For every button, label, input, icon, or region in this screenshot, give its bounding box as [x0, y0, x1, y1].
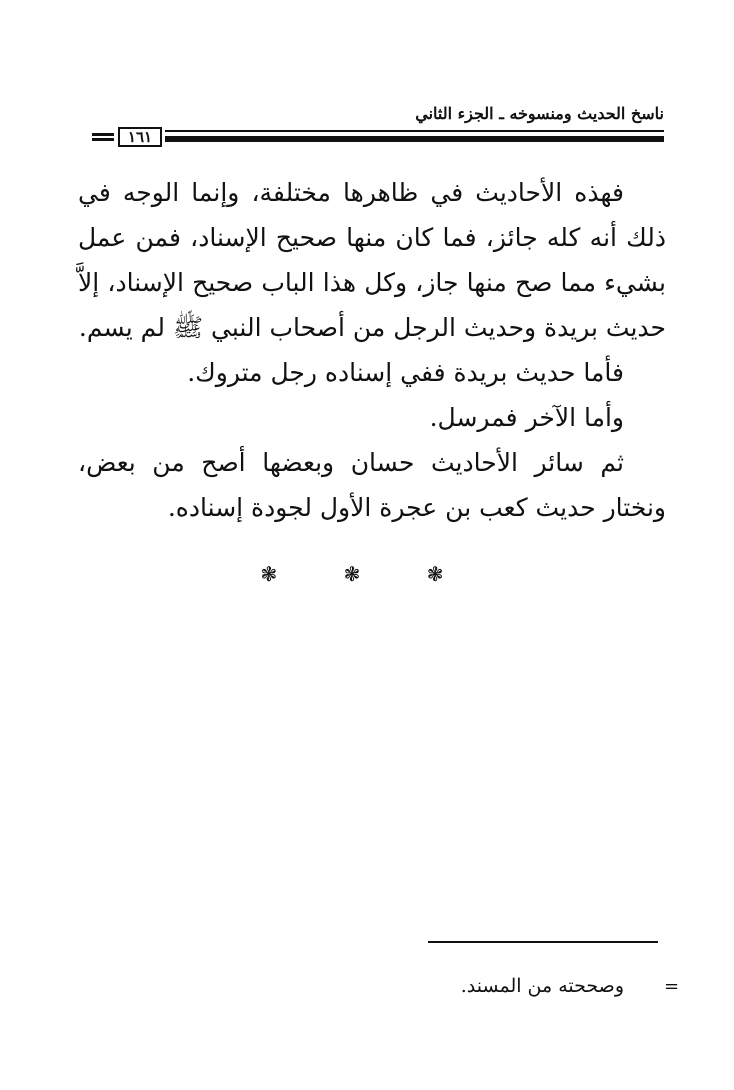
paragraph-3: وأما الآخر فمرسل.: [429, 403, 624, 432]
paragraph-1: فهذه الأحاديث في ظاهرها مختلفة، وإنما الوجه في ذلك أنه كله جائز، فما كان منها صحيح الإسناد، فمن عمل بشيء مما صح منها جاز، وكل هذا الباب صحيح الإسناد، إلاَّ حديث بريدة وحديث الرجل من أصحاب النبي ﷺ لم يسم.: [78, 178, 666, 342]
main-text: [78, 170, 666, 530]
header-rule-thin: [165, 130, 664, 132]
footnote-rule: [428, 941, 658, 943]
paragraph-2: فأما حديث بريدة ففي إسناده رجل متروك.: [187, 358, 624, 387]
running-title: ناسخ الحديث ومنسوخه ـ الجزء الثاني: [415, 104, 664, 123]
paragraph-4: ثم سائر الأحاديث حسان وبعضها أصح من بعض، ونختار حديث كعب بن عجرة الأول لجودة إسناده.: [78, 448, 666, 522]
footnote-text: وصححته من المسند.: [460, 975, 624, 997]
header-ornament-bars: [92, 133, 114, 143]
section-separator: ❃ ❃ ❃: [260, 562, 474, 586]
page-number: ١٦١: [118, 127, 162, 147]
header-rule-thick: [165, 136, 664, 142]
footnote-continuation-mark: =: [664, 976, 680, 997]
